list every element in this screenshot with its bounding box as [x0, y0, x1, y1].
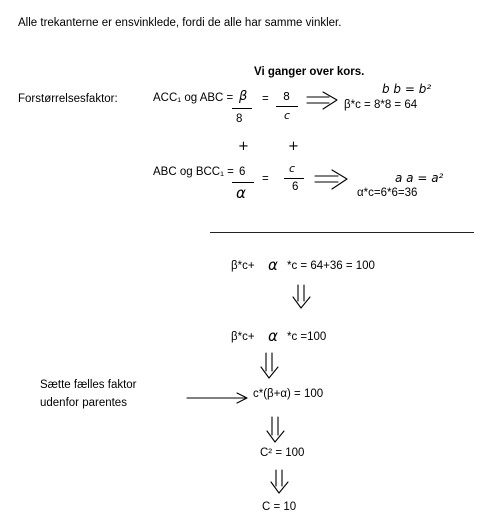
factor-label: Forstørrelsesfaktor: — [18, 93, 118, 105]
step1-a: β*c+ — [231, 260, 255, 272]
row1-equals: = — [262, 93, 269, 105]
plus-sign-1: + — [238, 139, 249, 154]
row2-left: ABC og BCC₁ = — [153, 166, 234, 178]
step2-a: β*c+ — [231, 331, 255, 343]
step5: C = 10 — [262, 501, 297, 513]
implies-arrow-icon — [313, 168, 351, 192]
row1-result: β*c = 8*8 = 64 — [344, 99, 418, 111]
row1-num2: 8 — [283, 90, 290, 103]
row2-frac2-line — [284, 178, 304, 179]
row1-note: b b = b² — [382, 82, 432, 96]
row1-frac1-line — [232, 108, 252, 109]
step1-alpha: α — [268, 256, 278, 274]
row2-den1: α — [236, 184, 246, 202]
row1-den1: 8 — [236, 113, 243, 125]
separator-line — [210, 232, 474, 233]
down-arrow-icon — [268, 468, 292, 496]
right-arrow-icon — [185, 391, 251, 405]
step4: C² = 100 — [260, 447, 305, 459]
step1-c: *c = 64+36 = 100 — [287, 260, 375, 272]
down-arrow-icon — [264, 415, 288, 445]
row1-left: ACC₁ og ABC = — [153, 92, 234, 104]
row2-num2: c — [289, 162, 296, 175]
row2-result: α*c=6*6=36 — [357, 187, 418, 199]
row2-den2: 6 — [292, 181, 299, 193]
implies-arrow-icon — [305, 90, 341, 112]
row2-note: a a = a² — [395, 171, 444, 185]
step2-alpha: α — [268, 327, 278, 345]
row1-num1: β — [239, 89, 248, 104]
heading-text: Alle trekanterne er ensvinklede, fordi de alle har samme vinkler. — [18, 17, 342, 29]
side-note-line1: Sætte fælles faktor — [40, 379, 137, 391]
row1-frac2-line — [276, 106, 298, 107]
row2-num1: 6 — [239, 166, 246, 178]
side-note-line2: udenfor parentes — [40, 397, 127, 409]
row2-frac1-line — [232, 182, 254, 183]
down-arrow-icon — [258, 351, 282, 381]
plus-sign-2: + — [288, 139, 299, 154]
row1-den2: c — [284, 109, 291, 122]
down-arrow-icon — [290, 283, 314, 311]
cross-title: Vi ganger over kors. — [254, 66, 365, 78]
step2-c: *c =100 — [287, 331, 327, 343]
step3: c*(β+α) = 100 — [253, 388, 324, 400]
row2-equals: = — [262, 173, 269, 185]
